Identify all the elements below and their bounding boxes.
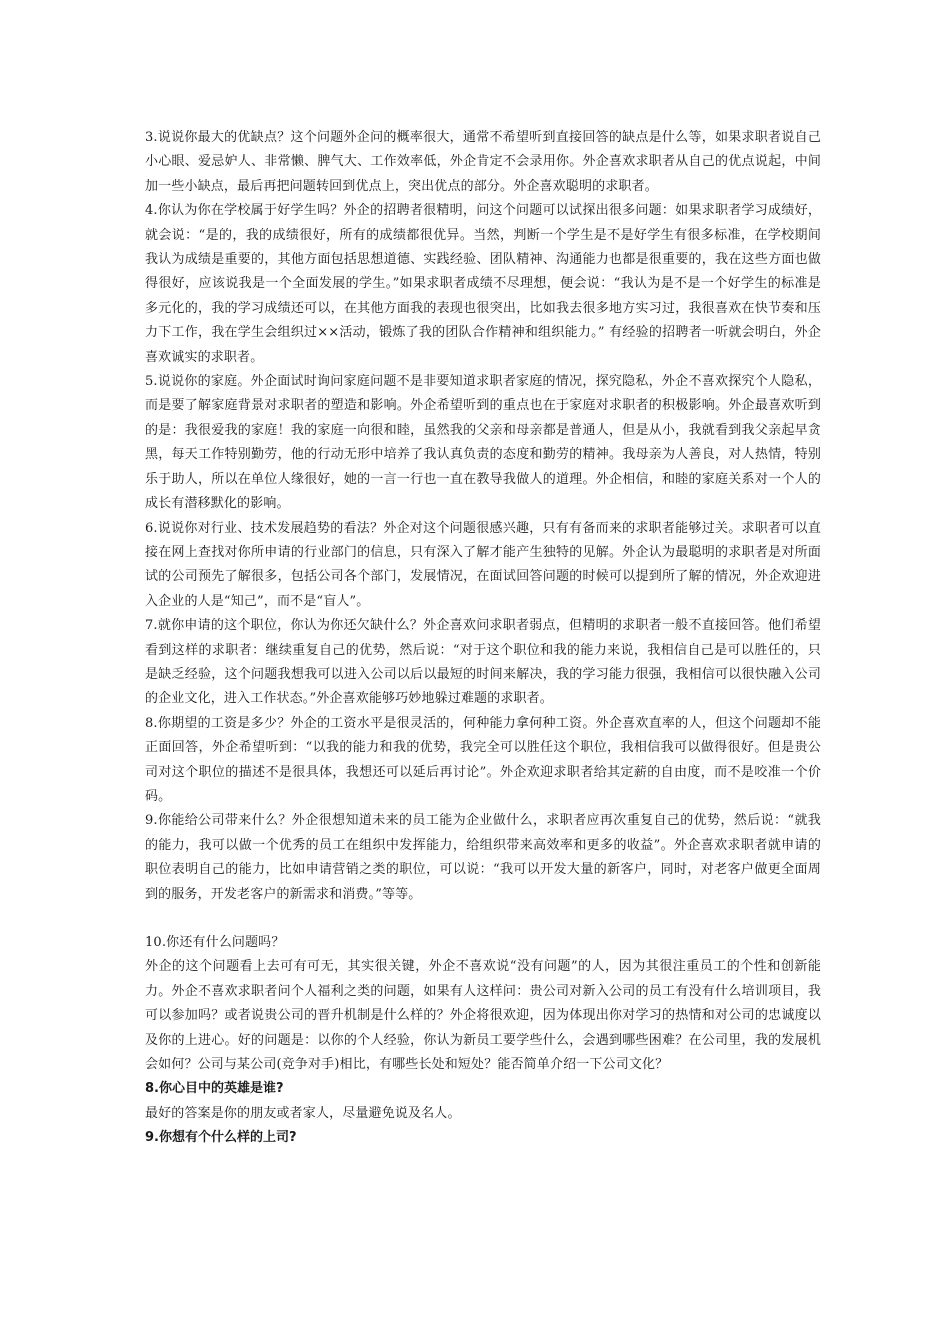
paragraph-q10-title: 10.你还有什么问题吗？	[145, 935, 285, 950]
paragraph-q7: 7.就你申请的这个职位，你认为你还欠缺什么？外企喜欢问求职者弱点，但精明的求职者一般不直接回答。他们希望看到这样的求职者：继续重复自己的优势，然后说：“对于这个职位和我的能力来说，我相信自己是可以胜任的，只是缺乏经验，这个问题我想我可以进入公司以后以最短的时间来解决，我的学习能力很强，我相信可以很快融入公司的企业文化，进入工作状态。”外企喜欢能够巧妙地躲过难题的求职者。	[145, 618, 821, 707]
paragraph-q9: 9.你能给公司带来什么？外企很想知道未来的员工能为企业做什么，求职者应再次重复自己的优势，然后说：“就我的能力，我可以做一个优秀的员工在组织中发挥能力，给组织带来高效率和更多的收益”。外企喜欢求职者就申请的职位表明自己的能力，比如申请营销之类的职位，可以说：“我可以开发大量的新客户，同时，对老客户做更全面周到的服务，开发老客户的新需求和消费。”等等。	[145, 813, 821, 902]
paragraph-hero-answer: 最好的答案是你的朋友或者家人，尽量避免说及名人。	[145, 1105, 461, 1121]
paragraph-q3: 3.说说你最大的优缺点？这个问题外企问的概率很大，通常不希望听到直接回答的缺点是什么等，如果求职者说自己小心眼、爱忌妒人、非常懒、脾气大、工作效率低，外企肯定不会录用你。外企喜欢求职者从自己的优点说起，中间加一些小缺点，最后再把问题转回到优点上，突出优点的部分。外企喜欢聪明的求职者。	[145, 130, 821, 194]
paragraph-spacer	[145, 907, 821, 931]
paragraph-q6: 6.说说你对行业、技术发展趋势的看法？外企对这个问题很感兴趣，只有有备而来的求职者能够过关。求职者可以直接在网上查找对你所申请的行业部门的信息，只有深入了解才能产生独特的见解。外企认为最聪明的求职者是对所面试的公司预先了解很多，包括公司各个部门，发展情况，在面试回答问题的时候可以提到所了解的情况，外企欢迎进入企业的人是“知己”，而不是“盲人”。	[145, 520, 821, 609]
paragraph-q4: 4.你认为你在学校属于好学生吗？外企的招聘者很精明，问这个问题可以试探出很多问题：如果求职者学习成绩好，就会说：“是的，我的成绩很好，所有的成绩都很优异。当然，判断一个学生是不是好学生有很多标准，在学校期间我认为成绩是重要的，其他方面包括思想道德、实践经验、团队精神、沟通能力也都是很重要的，我在这些方面也做得很好，应该说我是一个全面发展的学生。”如果求职者成绩不尽理想，便会说：“我认为是不是一个好学生的标准是多元化的，我的学习成绩还可以，在其他方面我的表现也很突出，比如我去很多地方实习过，我很喜欢在快节奏和压力下工作，我在学生会组织过××活动，锻炼了我的团队合作精神和组织能力。” 有经验的招聘者一听就会明白，外企喜欢诚实的求职者。	[145, 203, 821, 365]
document-body	[145, 126, 821, 1151]
paragraph-q8: 8.你期望的工资是多少？外企的工资水平是很灵活的，何种能力拿何种工资。外企喜欢直率的人，但这个问题却不能正面回答，外企希望听到：“以我的能力和我的优势，我完全可以胜任这个职位，我相信我可以做得很好。但是贵公司对这个职位的描述不是很具体，我想还可以延后再讨论”。外企欢迎求职者给其定薪的自由度，而不是咬准一个价码。	[145, 715, 821, 804]
paragraph-q5: 5.说说你的家庭。外企面试时询问家庭问题不是非要知道求职者家庭的情况，探究隐私，外企不喜欢探究个人隐私，而是要了解家庭背景对求职者的塑造和影响。外企希望听到的重点也在于家庭对求职者的积极影响。外企最喜欢听到的是：我很爱我的家庭！我的家庭一向很和睦，虽然我的父亲和母亲都是普通人，但是从小，我就看到我父亲起早贪黑，每天工作特别勤劳，他的行动无形中培养了我认真负责的态度和勤劳的精神。我母亲为人善良，对人热情，特别乐于助人，所以在单位人缘很好，她的一言一行也一直在教导我做人的道理。外企相信，和睦的家庭关系对一个人的成长有潜移默化的影响。	[145, 374, 821, 512]
heading-boss: 9.你想有个什么样的上司?	[145, 1130, 297, 1146]
paragraph-q10-body: 外企的这个问题看上去可有可无，其实很关键，外企不喜欢说“没有问题”的人，因为其很注重员工的个性和创新能力。外企不喜欢求职者问个人福利之类的问题，如果有人这样问：贵公司对新入公司的员工有没有什么培训项目，我可以参加吗？或者说贵公司的晋升机制是什么样的？外企将很欢迎，因为体现出你对学习的热情和对公司的忠诚度以及你的上进心。好的问题是：以你的个人经验，你认为新员工要学些什么，会遇到哪些困难？在公司里，我的发展机会如何？公司与某公司(竞争对手)相比，有哪些长处和短处？能否简单介绍一下公司文化？	[145, 959, 821, 1073]
heading-hero: 8.你心目中的英雄是谁?	[145, 1081, 284, 1097]
